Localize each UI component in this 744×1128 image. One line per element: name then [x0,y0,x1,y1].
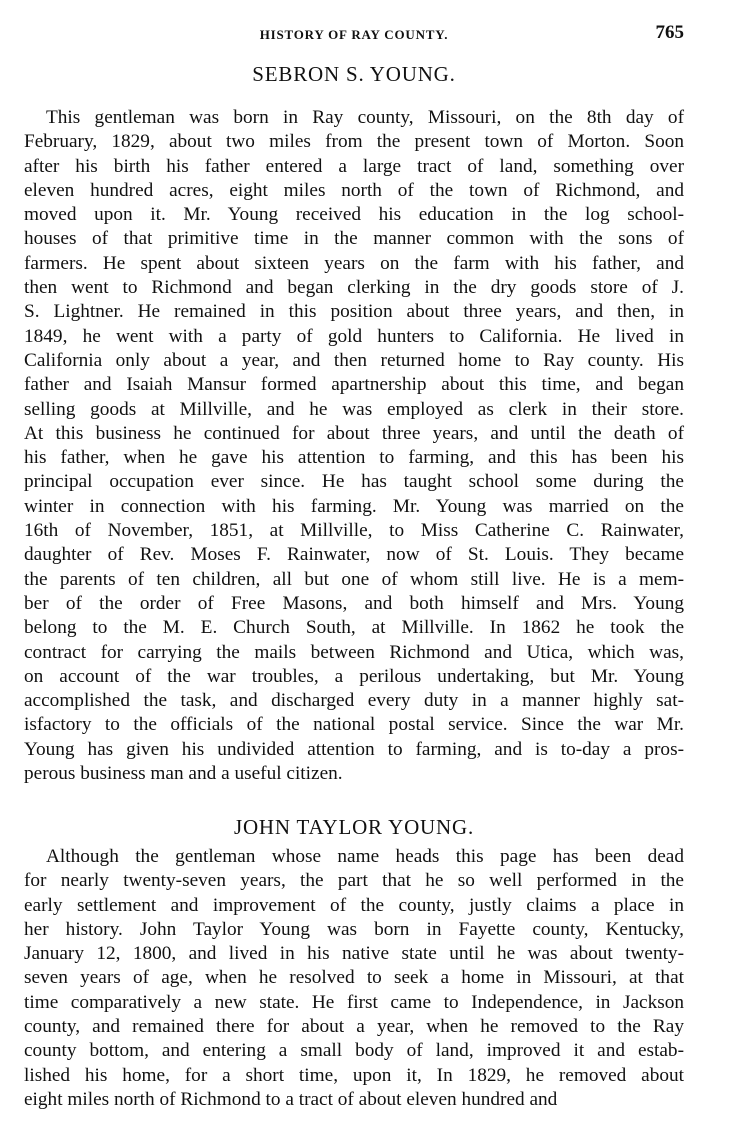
text-line: ber of the order of Free Masons, and both himself and Mrs. Young [24,592,684,614]
section-heading-sebron: SEBRON S. YOUNG. [252,62,456,86]
text-line: time comparatively a new state. He first came to Independence, in Jackson [24,991,684,1013]
text-line: moved upon it. Mr. Young received his education in the log school- [24,204,684,226]
section-heading-john: JOHN TAYLOR YOUNG. [233,815,475,839]
text-line: winter in connection with his farming. Mr. Young was married on the [24,495,684,517]
text-line: Although the gentleman whose name heads this page has been dead [46,846,684,867]
text-line: This gentleman was born in Ray county, Missouri, on the 8th day of [46,107,684,128]
text-line: 16th of November, 1851, at Millville, to Miss Catherine C. Rainwater, [24,520,684,542]
text-line: Young has given his undivided attention to farming, and is to-day a pros- [24,738,684,760]
text-line: selling goods at Millville, and he was employed as clerk in their store. [24,398,684,420]
text-line: At this business he continued for about three years, and until the death of [24,422,684,444]
biography-john [24,845,684,1112]
text-line: seven years of age, when he resolved to seek a home in Missouri, at that [24,967,684,989]
running-title: HISTORY OF RAY COUNTY. [259,27,449,42]
text-line: his father, when he gave his attention to farming, and this has been his [24,447,684,469]
text-line: for nearly twenty-seven years, the part that he so well performed in the [24,870,684,892]
text-line: 1849, he went with a party of gold hunters to California. He lived in [24,325,684,347]
text-line: accomplished the task, and discharged every duty in a manner highly sat- [24,690,684,712]
text-line: California only about a year, and then returned home to Ray county. His [24,349,684,371]
text-line: the parents of ten children, all but one of whom still live. He is a mem- [24,568,684,590]
text-line: eleven hundred acres, eight miles north of the town of Richmond, and [24,179,684,201]
text-line: S. Lightner. He remained in this position about three years, and then, in [24,301,684,323]
text-line: early settlement and improvement of the county, justly claims a place in [24,894,684,916]
text-line: father and Isaiah Mansur formed apartnership about this time, and began [24,374,684,396]
text-line: daughter of Rev. Moses F. Rainwater, now of St. Louis. They became [24,544,684,566]
text-line: January 12, 1800, and lived in his native state until he was about twenty- [24,943,684,965]
text-line: contract for carrying the mails between Richmond and Utica, which was, [24,641,684,663]
text-line: farmers. He spent about sixteen years on the farm with his father, and [24,252,684,274]
text-line: after his birth his father entered a large tract of land, something over [24,155,684,177]
text-line: principal occupation ever since. He has taught school some during the [24,471,684,493]
text-line: her history. John Taylor Young was born in Fayette county, Kentucky, [24,918,684,940]
text-line: lished his home, for a short time, upon it, In 1829, he removed about [24,1064,684,1086]
text-line: isfactory to the officials of the national postal service. Since the war Mr. [24,714,684,736]
text-line: eight miles north of Richmond to a tract of about eleven hundred and [24,1088,558,1110]
text-line: county, and remained there for about a year, when he removed to the Ray [24,1016,684,1038]
running-header [24,22,684,46]
text-line: county bottom, and entering a small body of land, improved it and estab- [24,1040,684,1062]
biography-sebron [24,106,684,786]
text-line: on account of the war troubles, a perilous undertaking, but Mr. Young [24,665,684,687]
text-line: then went to Richmond and began clerking in the dry goods store of J. [24,277,684,299]
text-line: belong to the M. E. Church South, at Millville. In 1862 he took the [24,617,684,639]
page-number: 765 [655,22,684,43]
text-line: houses of that primitive time in the manner common with the sons of [24,228,684,250]
text-line: perous business man and a useful citizen. [24,763,343,785]
text-line: February, 1829, about two miles from the present town of Morton. Soon [24,131,684,153]
